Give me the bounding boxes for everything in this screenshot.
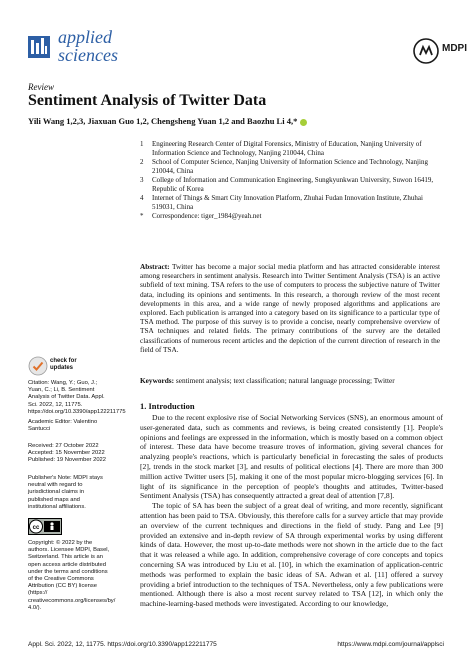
check-line1: check for <box>50 358 77 364</box>
keywords <box>140 376 440 385</box>
affiliation-number: 1 <box>140 140 144 148</box>
check-for-updates-icon[interactable] <box>28 356 48 376</box>
author-list <box>28 116 307 126</box>
affiliation-item <box>140 176 440 194</box>
publisher-name: MDPI <box>442 43 467 54</box>
academic-editor: Academic Editor: Valentino Santucci <box>28 419 98 433</box>
date-received: Received: 27 October 2022 <box>28 443 99 449</box>
footer-citation[interactable]: Appl. Sci. 2022, 12, 11775. https://doi.org/10.3390/app122211775 <box>28 641 217 648</box>
journal-name-line2: sciences <box>58 45 118 65</box>
paragraph: Due to the recent explosive rise of Social Networking Services (SNS), an enormous amount of user-generated data, such as comments and reviews, is being created consistently [1]. People's opinions and feelings are expressed in the information, which is mostly based on a common object of interest. These data have become treasure troves of information, giving several chances for analyzing people's reactions, which is particularly beneficial in forecasting the sales of products [2], trends in the stock market [3], and results of political elections [4]. There are more than 300 million active Twitter users [5], making it one of the most popular micro-blogging services [6]. In light of its significance in the perception of people's thoughts and attitudes, Twitter-based Sentiment Analysis (TSA) has consequently attracted a great deal of attention [7,8]. <box>140 413 443 501</box>
affiliation-text: College of Information and Communication Engineering, Sungkyunkwan University, Suwon 16419, Republic of Korea <box>152 176 434 193</box>
section-heading: 1. Introduction <box>140 401 195 411</box>
mdpi-logo-icon <box>413 38 439 64</box>
paragraph: The topic of SA has been the subject of a great deal of writing, and more recently, significant attention has been paid to TSA. Obviously, this therefore calls for a survey article that may provide an overview of the current techniques and directions in the field of study. Pang and Lee [9] provided an extensive and in-depth review of SA through experimental works by using different kinds of data. However, the most up-to-date methods were not shown in the article due to the fact that it was released a while ago. In addition, comprehensive coverage of core concepts and topics concerning SA was introduced by Liu et al. [10], in which the examination of application-centric methods was performed to explain the basic ideas of SA. Adwan et al. [11] offered a survey providing a brief introduction to the techniques of TSA. Nevertheless, only a few publications were mentioned. Although there is also a most recent survey related to TSA [12], in which only the machine-learning-based methods were investigated. According to our knowledge, <box>140 501 443 609</box>
affiliation-text: School of Computer Science, Nanjing University of Information Science and Technology, Nanjing 210044, China <box>152 158 428 175</box>
authors-text: Yili Wang 1,2,3, Jiaxuan Guo 1,2, Chengsheng Yuan 1,2 and Baozhu Li 4,* <box>28 116 298 126</box>
cc-by-license-icon[interactable] <box>28 518 62 535</box>
affiliation-text: Engineering Research Center of Digital Forensics, Ministry of Education, Nanjing University of Information Science and Technology, Nanjing 210044, China <box>152 140 422 157</box>
affiliation-number: * <box>140 212 144 220</box>
orcid-icon[interactable] <box>300 119 307 126</box>
keywords-label: Keywords: <box>140 376 175 385</box>
copyright-notice: Copyright: © 2022 by the authors. Licensee MDPI, Basel, Switzerland. This article is an open access article distributed under the terms and conditions of the Creative Commons Attribution (CC BY) license (https:// creativecommons.org/licenses/by/ 4.0/). <box>28 540 116 611</box>
affiliation-item <box>140 158 440 176</box>
abstract <box>140 262 440 354</box>
article-title: Sentiment Analysis of Twitter Data <box>28 92 267 109</box>
abstract-label: Abstract: <box>140 262 170 271</box>
affiliation-number: 3 <box>140 176 144 184</box>
journal-name <box>58 28 118 64</box>
footer-journal-url[interactable]: https://www.mdpi.com/journal/applsci <box>337 641 444 648</box>
publisher-note: Publisher's Note: MDPI stays neutral with regard to jurisdictional claims in published maps and institutional affiliations. <box>28 475 103 510</box>
journal-logo-icon <box>28 36 50 58</box>
body-text <box>140 413 443 609</box>
date-published: Published: 19 November 2022 <box>28 457 106 464</box>
citation-block <box>28 380 126 433</box>
affiliations <box>140 140 440 221</box>
date-accepted: Accepted: 15 November 2022 <box>28 450 105 457</box>
svg-text:cc: cc <box>32 525 40 531</box>
correspondence <box>140 212 440 221</box>
affiliation-number: 2 <box>140 158 144 166</box>
journal-name-line1: applied <box>58 27 112 47</box>
check-line2: updates <box>50 365 74 371</box>
correspondence-text[interactable]: Correspondence: tiger_1984@yeah.net <box>152 212 262 220</box>
abstract-text: Twitter has become a major social media platform and has attracted considerable interest among researchers in sentiment analysis. Research into Twitter Sentiment Analysis (TSA) is an active subfield of text mining. TSA refers to the use of computers to process the subjective nature of Twitter data, including its opinions and sentiments. In this research, a thorough review of the most recent developments in this area, and a wide range of newly proposed algorithms and applications are explored. Each publication is arranged into a category based on its significance to a particular type of TSA method. The purpose of this survey is to provide a concise, nearly comprehensive overview of TSA techniques and related fields. The primary contributions of the survey are the detailed classifications of numerous recent articles and the depiction of the current direction of research in the field of TSA. <box>140 262 440 354</box>
affiliation-number: 4 <box>140 194 144 202</box>
check-for-updates-label[interactable] <box>50 358 77 372</box>
citation-text[interactable]: Citation: Wang, Y.; Guo, J.; Yuan, C.; Li, B. Sentiment Analysis of Twitter Data. Appl. Sci. 2022, 12, 11775. https://doi.org/10.3390/app122211775 <box>28 380 126 415</box>
keywords-text: sentiment analysis; text classification; natural language processing; Twitter <box>175 376 395 385</box>
article-type: Review <box>28 82 54 92</box>
affiliation-item <box>140 140 440 158</box>
dates-block <box>28 443 110 465</box>
affiliation-item <box>140 194 440 212</box>
affiliation-text: Internet of Things & Smart City Innovation Platform, Zhuhai Fudan Innovation Institute, Zhuhai 519031, China <box>152 194 423 211</box>
